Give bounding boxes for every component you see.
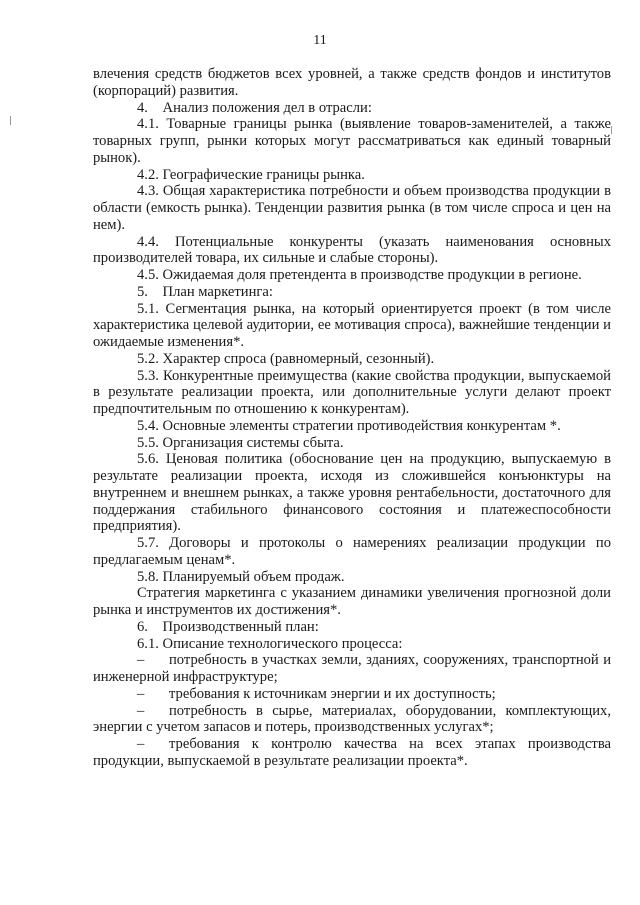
- paragraph: 5.4. Основные элементы стратегии противодействия конкурентам *.: [137, 417, 561, 434]
- document-body: [93, 66, 611, 770]
- section-heading: 4. Анализ положения дел в отрасли:: [137, 99, 372, 116]
- list-item: [93, 686, 611, 703]
- list-item-text: требования к источникам энергии и их доступность;: [169, 685, 496, 702]
- page-number: 11: [313, 33, 327, 48]
- paragraph: 4.3. Общая характеристика потребности и объем производства продукции в области (емкость рынка). Тенденции развития рынка (в том числе спроса и цен на нем).: [93, 183, 611, 233]
- paragraph: 4.5. Ожидаемая доля претендента в производстве продукции в регионе.: [137, 267, 582, 283]
- scan-artifact: [611, 126, 612, 134]
- paragraph: 5.7. Договоры и протоколы о намерениях реализации продукции по предлагаемым ценам*.: [93, 535, 611, 568]
- dash-marker: –: [137, 685, 145, 702]
- section-heading: 6. Производственный план:: [137, 618, 319, 635]
- paragraph: 4.1. Товарные границы рынка (выявление товаров-заменителей, а также товарных групп, рынки которых могут рассматриваться как единый товарный рынок).: [93, 116, 611, 166]
- scan-artifact: [10, 116, 11, 125]
- dash-marker: –: [137, 736, 145, 752]
- paragraph: Стратегия маркетинга с указанием динамики увеличения прогнозной доли рынка и инструментов их достижения*.: [93, 585, 611, 618]
- paragraph: 4.4. Потенциальные конкуренты (указать наименования основных производителей товара, их сильные и слабые стороны).: [93, 233, 611, 267]
- paragraph: 5.8. Планируемый объем продаж.: [137, 568, 345, 585]
- list-item: [93, 736, 611, 770]
- list-item-text: потребность в участках земли, зданиях, сооружениях, транспортной и инженерной инфраструктуре;: [93, 652, 611, 685]
- paragraph: 5.1. Сегментация рынка, на который ориентируется проект (в том числе характеристика целевой аудитории, ее мотивация спроса), важнейшие тенденции и ожидаемые изменения*.: [93, 300, 611, 350]
- dash-marker: –: [137, 652, 145, 669]
- list-item-text: требования к контролю качества на всех этапах производства продукции, выпускаемой в результате реализации проекта*.: [93, 736, 611, 769]
- paragraph: 5.6. Ценовая политика (обоснование цен на продукцию, выпускаемую в результате реализации проекта, исходя из сложившейся конъюнктуры на внутреннем и внешнем рынках, а также уровня рентабельности, достаточного для поддержания стабильного финансового состояния и платежеспособности предприятия).: [93, 451, 611, 535]
- paragraph: 5.2. Характер спроса (равномерный, сезонный).: [137, 350, 435, 367]
- list-item-text: потребность в сырье, материалах, оборудовании, комплектующих, энергии с учетом запасов и потерь, производственных услугах*;: [93, 702, 611, 736]
- paragraph: 5.3. Конкурентные преимущества (какие свойства продукции, выпускаемой в результате реализации проекта, или дополнительные услуги делают проект предпочтительным по отношению к конкурентам).: [93, 367, 611, 417]
- list-item: [93, 703, 611, 737]
- paragraph: 4.2. Географические границы рынка.: [137, 166, 365, 183]
- paragraph: влечения средств бюджетов всех уровней, а также средств фондов и институтов (корпораций) развития.: [93, 66, 611, 99]
- paragraph: 5.5. Организация системы сбыта.: [137, 434, 344, 451]
- section-heading: 5. План маркетинга:: [137, 283, 273, 300]
- paragraph: 6.1. Описание технологического процесса:: [137, 635, 403, 652]
- list-item: [93, 652, 611, 686]
- dash-marker: –: [137, 702, 145, 719]
